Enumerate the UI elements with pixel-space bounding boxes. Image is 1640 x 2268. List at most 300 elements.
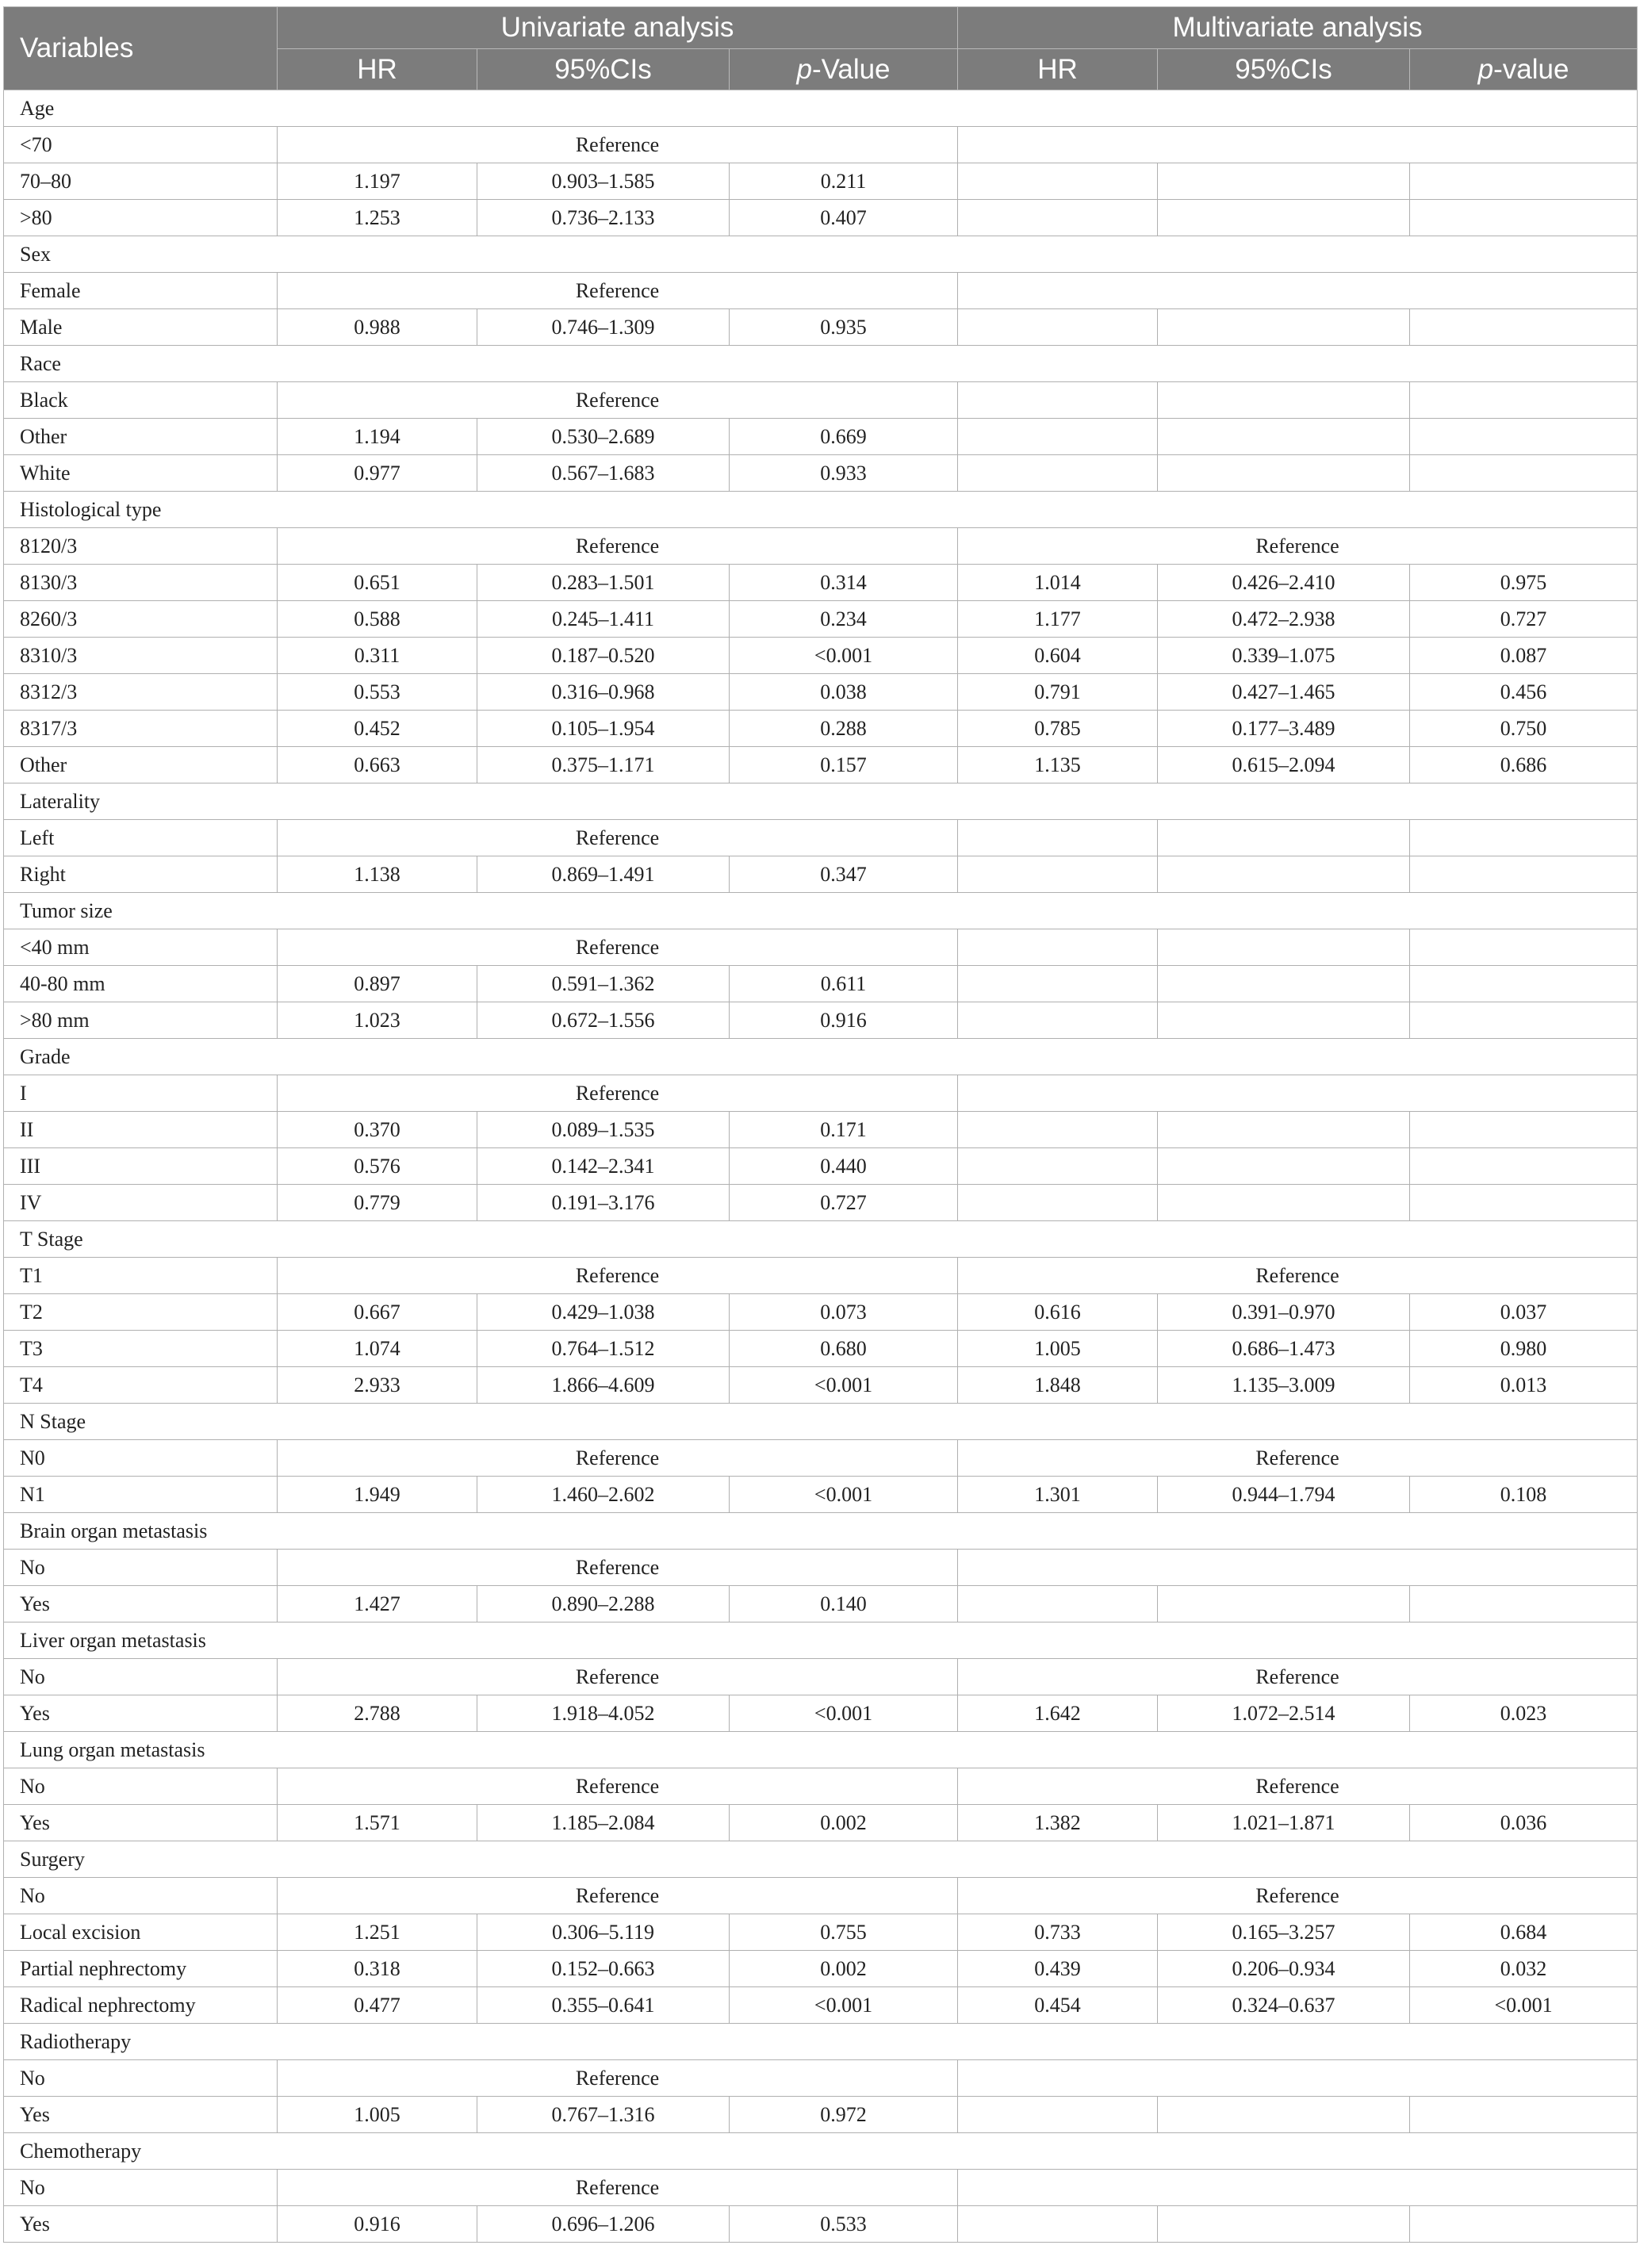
multi-p-cell: 0.013 (1410, 1367, 1638, 1404)
uni-p-cell: 0.669 (730, 419, 958, 455)
row-label: 8120/3 (4, 528, 278, 565)
multi-p-cell (1410, 455, 1638, 492)
table-row (4, 1294, 1638, 1331)
row-label: 8317/3 (4, 711, 278, 747)
multi-ci-cell (1158, 1002, 1410, 1039)
uni-p-cell: 0.171 (730, 1112, 958, 1148)
table-row (4, 273, 1638, 309)
row-label: Yes (4, 1805, 278, 1841)
group-label: Chemotherapy (4, 2133, 278, 2170)
row-label: Black (4, 382, 278, 419)
empty-cell (278, 783, 477, 820)
multi-hr-cell: 0.454 (958, 1987, 1158, 2024)
uni-p-cell: 0.916 (730, 1002, 958, 1039)
multi-empty-cell (958, 127, 1638, 163)
uni-hr-cell: 0.576 (278, 1148, 477, 1185)
empty-cell (1410, 492, 1638, 528)
uni-ci-cell: 0.316–0.968 (477, 674, 730, 711)
uni-hr-cell: 1.074 (278, 1331, 477, 1367)
empty-cell (958, 1622, 1158, 1659)
group-row (4, 1732, 1638, 1768)
uni-reference-cell: Reference (278, 2170, 958, 2206)
header-multi-hr: HR (958, 49, 1158, 90)
multi-hr-cell (958, 2097, 1158, 2133)
row-label: 8260/3 (4, 601, 278, 638)
empty-cell (958, 893, 1158, 929)
multi-p-cell (1410, 820, 1638, 856)
uni-hr-cell: 0.651 (278, 565, 477, 601)
table-row (4, 309, 1638, 346)
row-label: Right (4, 856, 278, 893)
multi-p-cell (1410, 1002, 1638, 1039)
table-row (4, 163, 1638, 200)
multi-p-cell (1410, 2097, 1638, 2133)
uni-p-cell: 0.935 (730, 309, 958, 346)
table-row (4, 1550, 1638, 1586)
table-row (4, 1002, 1638, 1039)
multi-ci-cell (1158, 1185, 1410, 1221)
uni-ci-cell: 0.764–1.512 (477, 1331, 730, 1367)
empty-cell (730, 492, 958, 528)
uni-reference-cell: Reference (278, 127, 958, 163)
empty-cell (278, 1039, 477, 1075)
empty-cell (958, 90, 1158, 127)
table-row (4, 1440, 1638, 1477)
empty-cell (958, 1404, 1158, 1440)
multi-empty-cell (958, 1550, 1638, 1586)
multi-ci-cell: 1.135–3.009 (1158, 1367, 1410, 1404)
uni-ci-cell: 0.567–1.683 (477, 455, 730, 492)
uni-hr-cell: 1.194 (278, 419, 477, 455)
multi-p-cell: 0.980 (1410, 1331, 1638, 1367)
empty-cell (477, 2024, 730, 2060)
row-label: Yes (4, 1586, 278, 1622)
empty-cell (730, 1221, 958, 1258)
multi-reference-cell: Reference (958, 528, 1638, 565)
multi-ci-cell: 0.615–2.094 (1158, 747, 1410, 783)
uni-reference-cell: Reference (278, 1659, 958, 1695)
empty-cell (1410, 1841, 1638, 1878)
empty-cell (1410, 236, 1638, 273)
uni-hr-cell: 1.138 (278, 856, 477, 893)
multi-p-cell (1410, 929, 1638, 966)
multi-ci-cell: 0.944–1.794 (1158, 1477, 1410, 1513)
multi-hr-cell: 1.177 (958, 601, 1158, 638)
table-row (4, 674, 1638, 711)
row-label: No (4, 1768, 278, 1805)
group-row (4, 1622, 1638, 1659)
table-body (4, 90, 1638, 2243)
multi-ci-cell: 0.472–2.938 (1158, 601, 1410, 638)
group-row (4, 90, 1638, 127)
table-row (4, 1477, 1638, 1513)
table-row (4, 2170, 1638, 2206)
multi-hr-cell: 1.382 (958, 1805, 1158, 1841)
uni-p-cell: 0.314 (730, 565, 958, 601)
empty-cell (1158, 783, 1410, 820)
uni-p-cell: 0.002 (730, 1951, 958, 1987)
uni-hr-cell: 2.933 (278, 1367, 477, 1404)
uni-hr-cell: 0.311 (278, 638, 477, 674)
empty-cell (1158, 2024, 1410, 2060)
multi-hr-cell: 1.005 (958, 1331, 1158, 1367)
multi-hr-cell (958, 1586, 1158, 1622)
uni-hr-cell: 0.452 (278, 711, 477, 747)
multi-ci-cell (1158, 419, 1410, 455)
uni-ci-cell: 0.142–2.341 (477, 1148, 730, 1185)
multi-ci-cell (1158, 2097, 1410, 2133)
empty-cell (730, 1841, 958, 1878)
uni-ci-cell: 1.460–2.602 (477, 1477, 730, 1513)
header-multi-p-italic: p (1477, 53, 1494, 85)
uni-p-cell: 0.347 (730, 856, 958, 893)
multi-hr-cell (958, 1185, 1158, 1221)
uni-p-cell: 0.533 (730, 2206, 958, 2243)
empty-cell (1158, 90, 1410, 127)
multi-p-cell: 0.108 (1410, 1477, 1638, 1513)
empty-cell (477, 90, 730, 127)
uni-p-cell: 0.407 (730, 200, 958, 236)
row-label: 8130/3 (4, 565, 278, 601)
empty-cell (958, 783, 1158, 820)
multi-ci-cell (1158, 1586, 1410, 1622)
uni-reference-cell: Reference (278, 929, 958, 966)
row-label: >80 (4, 200, 278, 236)
row-label: <70 (4, 127, 278, 163)
empty-cell (730, 1513, 958, 1550)
uni-hr-cell: 0.988 (278, 309, 477, 346)
uni-hr-cell: 2.788 (278, 1695, 477, 1732)
uni-hr-cell: 1.571 (278, 1805, 477, 1841)
multi-empty-cell (958, 2060, 1638, 2097)
row-label: 8310/3 (4, 638, 278, 674)
row-label: No (4, 2060, 278, 2097)
uni-p-cell: <0.001 (730, 1987, 958, 2024)
group-row (4, 1513, 1638, 1550)
multi-hr-cell: 0.733 (958, 1914, 1158, 1951)
uni-hr-cell: 0.977 (278, 455, 477, 492)
table-row (4, 565, 1638, 601)
header-univariate: Univariate analysis (278, 7, 958, 49)
row-label: T3 (4, 1331, 278, 1367)
multi-ci-cell (1158, 1148, 1410, 1185)
row-label: Other (4, 747, 278, 783)
group-label: N Stage (4, 1404, 278, 1440)
header-uni-ci: 95%CIs (477, 49, 730, 90)
uni-reference-cell: Reference (278, 1768, 958, 1805)
empty-cell (730, 893, 958, 929)
multi-hr-cell (958, 929, 1158, 966)
uni-reference-cell: Reference (278, 2060, 958, 2097)
uni-p-cell: 0.611 (730, 966, 958, 1002)
uni-ci-cell: 0.903–1.585 (477, 163, 730, 200)
group-row (4, 1039, 1638, 1075)
multi-hr-cell: 1.301 (958, 1477, 1158, 1513)
uni-hr-cell: 0.318 (278, 1951, 477, 1987)
multi-ci-cell (1158, 382, 1410, 419)
table-row (4, 528, 1638, 565)
group-row (4, 1404, 1638, 1440)
group-row (4, 1221, 1638, 1258)
uni-ci-cell: 0.283–1.501 (477, 565, 730, 601)
table-row (4, 601, 1638, 638)
table-row (4, 1951, 1638, 1987)
empty-cell (477, 1622, 730, 1659)
table-row (4, 1367, 1638, 1404)
multi-hr-cell (958, 382, 1158, 419)
group-label: Race (4, 346, 278, 382)
multi-ci-cell: 1.072–2.514 (1158, 1695, 1410, 1732)
table-row (4, 820, 1638, 856)
empty-cell (730, 2133, 958, 2170)
multi-p-cell (1410, 163, 1638, 200)
multi-hr-cell (958, 1148, 1158, 1185)
uni-p-cell: 0.440 (730, 1148, 958, 1185)
multi-hr-cell: 1.014 (958, 565, 1158, 601)
empty-cell (278, 346, 477, 382)
uni-hr-cell: 1.023 (278, 1002, 477, 1039)
group-label: Radiotherapy (4, 2024, 278, 2060)
empty-cell (1158, 1221, 1410, 1258)
empty-cell (730, 1622, 958, 1659)
row-label: IV (4, 1185, 278, 1221)
uni-p-cell: 0.157 (730, 747, 958, 783)
multi-reference-cell: Reference (958, 1878, 1638, 1914)
multi-p-cell: 0.684 (1410, 1914, 1638, 1951)
uni-reference-cell: Reference (278, 1878, 958, 1914)
table-row (4, 1768, 1638, 1805)
empty-cell (477, 2133, 730, 2170)
uni-reference-cell: Reference (278, 1258, 958, 1294)
row-label: Radical nephrectomy (4, 1987, 278, 2024)
empty-cell (1410, 893, 1638, 929)
multi-ci-cell (1158, 455, 1410, 492)
empty-cell (477, 783, 730, 820)
group-row (4, 236, 1638, 273)
row-label: White (4, 455, 278, 492)
multi-ci-cell (1158, 929, 1410, 966)
empty-cell (958, 346, 1158, 382)
empty-cell (1410, 1732, 1638, 1768)
uni-hr-cell: 0.916 (278, 2206, 477, 2243)
multi-ci-cell (1158, 200, 1410, 236)
multi-p-cell: 0.087 (1410, 638, 1638, 674)
empty-cell (278, 492, 477, 528)
empty-cell (477, 1039, 730, 1075)
multi-p-cell (1410, 1112, 1638, 1148)
table-row (4, 1987, 1638, 2024)
group-row (4, 346, 1638, 382)
uni-hr-cell: 1.253 (278, 200, 477, 236)
empty-cell (958, 1841, 1158, 1878)
empty-cell (477, 492, 730, 528)
empty-cell (1410, 90, 1638, 127)
uni-hr-cell: 1.197 (278, 163, 477, 200)
empty-cell (477, 1841, 730, 1878)
row-label: No (4, 2170, 278, 2206)
group-label: Laterality (4, 783, 278, 820)
multi-p-cell (1410, 1148, 1638, 1185)
uni-p-cell: 0.727 (730, 1185, 958, 1221)
row-label: No (4, 1659, 278, 1695)
empty-cell (730, 2024, 958, 2060)
multi-ci-cell: 0.391–0.970 (1158, 1294, 1410, 1331)
uni-ci-cell: 0.696–1.206 (477, 2206, 730, 2243)
empty-cell (730, 346, 958, 382)
group-row (4, 2133, 1638, 2170)
uni-hr-cell: 0.477 (278, 1987, 477, 2024)
uni-ci-cell: 0.245–1.411 (477, 601, 730, 638)
table-row (4, 1914, 1638, 1951)
table-row (4, 1586, 1638, 1622)
uni-ci-cell: 0.672–1.556 (477, 1002, 730, 1039)
multi-p-cell: 0.023 (1410, 1695, 1638, 1732)
multi-reference-cell: Reference (958, 1258, 1638, 1294)
group-label: Grade (4, 1039, 278, 1075)
row-label: T1 (4, 1258, 278, 1294)
uni-ci-cell: 0.736–2.133 (477, 200, 730, 236)
table-row (4, 1112, 1638, 1148)
header-uni-p-italic: p (796, 53, 812, 85)
multi-ci-cell: 0.177–3.489 (1158, 711, 1410, 747)
row-label: <40 mm (4, 929, 278, 966)
row-label: No (4, 1550, 278, 1586)
uni-hr-cell: 0.779 (278, 1185, 477, 1221)
uni-ci-cell: 0.869–1.491 (477, 856, 730, 893)
table-row (4, 966, 1638, 1002)
uni-ci-cell: 0.375–1.171 (477, 747, 730, 783)
uni-p-cell: 0.234 (730, 601, 958, 638)
table-row (4, 1805, 1638, 1841)
row-label: T2 (4, 1294, 278, 1331)
empty-cell (730, 236, 958, 273)
table-row (4, 1878, 1638, 1914)
multi-reference-cell: Reference (958, 1659, 1638, 1695)
multi-hr-cell (958, 2206, 1158, 2243)
uni-reference-cell: Reference (278, 1075, 958, 1112)
uni-hr-cell: 0.663 (278, 747, 477, 783)
uni-hr-cell: 0.588 (278, 601, 477, 638)
empty-cell (1410, 1039, 1638, 1075)
table-row (4, 747, 1638, 783)
header-multivariate: Multivariate analysis (958, 7, 1638, 49)
empty-cell (278, 2024, 477, 2060)
group-label: T Stage (4, 1221, 278, 1258)
uni-ci-cell: 0.105–1.954 (477, 711, 730, 747)
uni-reference-cell: Reference (278, 528, 958, 565)
empty-cell (958, 1221, 1158, 1258)
multi-ci-cell: 0.339–1.075 (1158, 638, 1410, 674)
empty-cell (1158, 893, 1410, 929)
multi-reference-cell: Reference (958, 1768, 1638, 1805)
uni-ci-cell: 0.746–1.309 (477, 309, 730, 346)
uni-ci-cell: 0.890–2.288 (477, 1586, 730, 1622)
empty-cell (477, 1404, 730, 1440)
multi-hr-cell: 1.135 (958, 747, 1158, 783)
group-label: Liver organ metastasis (4, 1622, 278, 1659)
multi-ci-cell (1158, 820, 1410, 856)
uni-p-cell: 0.073 (730, 1294, 958, 1331)
multi-hr-cell (958, 856, 1158, 893)
table-row (4, 1148, 1638, 1185)
multi-p-cell: 0.032 (1410, 1951, 1638, 1987)
multi-p-cell (1410, 2206, 1638, 2243)
empty-cell (278, 1622, 477, 1659)
table-row (4, 419, 1638, 455)
uni-p-cell: 0.972 (730, 2097, 958, 2133)
uni-ci-cell: 0.306–5.119 (477, 1914, 730, 1951)
empty-cell (477, 1732, 730, 1768)
multi-ci-cell: 0.426–2.410 (1158, 565, 1410, 601)
row-label: Female (4, 273, 278, 309)
uni-ci-cell: 0.355–0.641 (477, 1987, 730, 2024)
header-variables: Variables (4, 7, 278, 90)
empty-cell (477, 1513, 730, 1550)
uni-reference-cell: Reference (278, 1440, 958, 1477)
row-label: Other (4, 419, 278, 455)
empty-cell (278, 1404, 477, 1440)
empty-cell (1158, 1841, 1410, 1878)
empty-cell (1410, 783, 1638, 820)
multi-ci-cell: 0.324–0.637 (1158, 1987, 1410, 2024)
table-row (4, 1258, 1638, 1294)
empty-cell (1158, 2133, 1410, 2170)
group-row (4, 2024, 1638, 2060)
empty-cell (477, 236, 730, 273)
multi-p-cell (1410, 419, 1638, 455)
uni-p-cell: <0.001 (730, 638, 958, 674)
multi-p-cell: 0.727 (1410, 601, 1638, 638)
table-row (4, 1695, 1638, 1732)
row-label: Partial nephrectomy (4, 1951, 278, 1987)
group-row (4, 1841, 1638, 1878)
empty-cell (477, 346, 730, 382)
multi-ci-cell (1158, 856, 1410, 893)
empty-cell (1158, 346, 1410, 382)
table-row (4, 711, 1638, 747)
multi-ci-cell: 0.206–0.934 (1158, 1951, 1410, 1987)
uni-hr-cell: 0.667 (278, 1294, 477, 1331)
multi-p-cell: 0.037 (1410, 1294, 1638, 1331)
regression-table (3, 6, 1638, 2243)
uni-ci-cell: 1.918–4.052 (477, 1695, 730, 1732)
header-multi-p-rest: -value (1493, 53, 1569, 85)
uni-ci-cell: 1.866–4.609 (477, 1367, 730, 1404)
group-row (4, 893, 1638, 929)
uni-ci-cell: 0.152–0.663 (477, 1951, 730, 1987)
multi-ci-cell: 1.021–1.871 (1158, 1805, 1410, 1841)
group-label: Age (4, 90, 278, 127)
row-label: 8312/3 (4, 674, 278, 711)
empty-cell (1410, 1404, 1638, 1440)
multi-hr-cell: 0.439 (958, 1951, 1158, 1987)
multi-hr-cell: 0.785 (958, 711, 1158, 747)
multi-hr-cell (958, 455, 1158, 492)
uni-p-cell: <0.001 (730, 1367, 958, 1404)
empty-cell (278, 893, 477, 929)
multi-p-cell: 0.686 (1410, 747, 1638, 783)
row-label: I (4, 1075, 278, 1112)
multi-hr-cell: 1.642 (958, 1695, 1158, 1732)
multi-p-cell: 0.750 (1410, 711, 1638, 747)
multi-ci-cell (1158, 163, 1410, 200)
uni-ci-cell: 0.191–3.176 (477, 1185, 730, 1221)
group-label: Brain organ metastasis (4, 1513, 278, 1550)
empty-cell (477, 1221, 730, 1258)
table-row (4, 2060, 1638, 2097)
row-label: 40-80 mm (4, 966, 278, 1002)
uni-ci-cell: 1.185–2.084 (477, 1805, 730, 1841)
